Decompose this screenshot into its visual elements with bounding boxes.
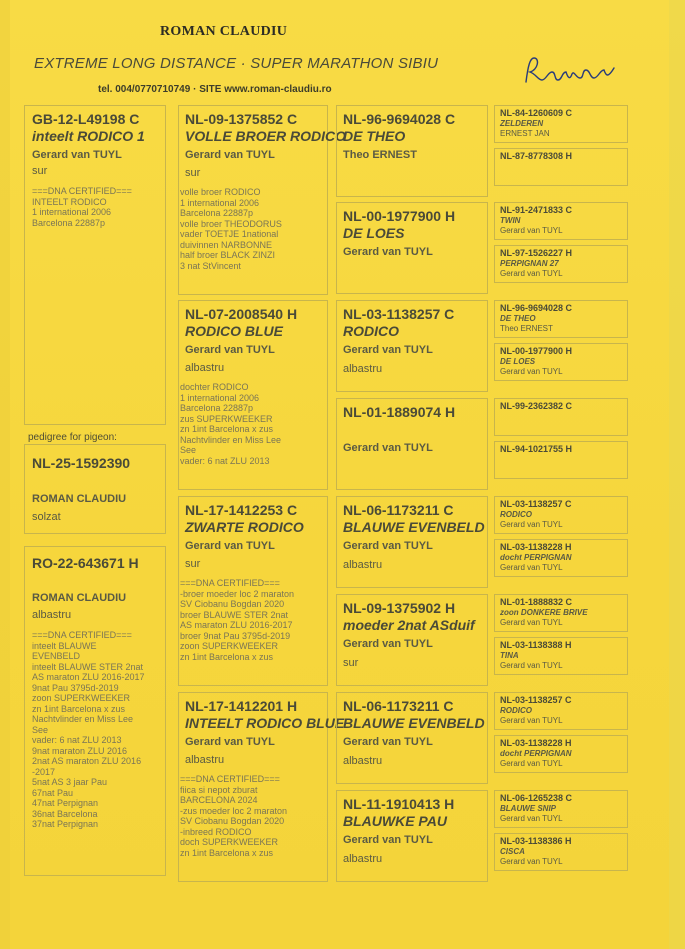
grandparent-owner: Gerard van TUYL [185,344,275,356]
great-grandparent-color: albastru [343,559,383,571]
grandparent-owner: Gerard van TUYL [185,736,275,748]
gg-grandparent-owner: ERNEST JAN [500,129,550,138]
gg-grandparent-name: RODICO [500,706,532,715]
great-grandparent-owner: Gerard van TUYL [343,638,433,650]
gg-grandparent-id: NL-96-9694028 C [500,303,573,313]
great-grandparent-name: BLAUWKE PAU [343,813,447,829]
signature-image [520,52,620,88]
grandparent-owner: Gerard van TUYL [185,149,275,161]
great-grandparent-owner: Gerard van TUYL [343,834,433,846]
sire-name: inteelt RODICO 1 [32,128,145,144]
gg-grandparent-name: PERPIGNAN 27 [500,259,559,268]
paper-edge [669,0,685,949]
gg-grandparent-id: NL-03-1138386 H [500,836,572,846]
grandparent-id: NL-07-2008540 H [185,306,298,322]
great-grandparent-owner: Gerard van TUYL [343,540,433,552]
breeder-contact: tel. 004/0770710749 · SITE www.roman-claudiu.ro [98,84,332,95]
pigeon-id: NL-25-1592390 [32,455,131,471]
great-grandparent-id: NL-96-9694028 C [343,111,456,127]
great-grandparent-name: BLAUWE EVENBELD [343,519,485,535]
gg-grandparent-owner: Gerard van TUYL [500,857,563,866]
gg-grandparent-id: NL-97-1526227 H [500,248,573,258]
gg-grandparent-owner: Gerard van TUYL [500,269,563,278]
gg-grandparent-id: NL-03-1138228 H [500,542,572,552]
great-grandparent-name: moeder 2nat ASduif [343,617,475,633]
grandparent-color: sur [185,167,201,179]
gg-grandparent-name: CISCA [500,847,525,856]
breeder-subtitle: EXTREME LONG DISTANCE · SUPER MARATHON SIBIU [34,55,439,72]
great-grandparent-id: NL-01-1889074 H [343,404,456,420]
great-grandparent-owner: Gerard van TUYL [343,442,433,454]
great-grandparent-color: albastru [343,853,383,865]
great-grandparent-id: NL-00-1977900 H [343,208,456,224]
great-grandparent-id: NL-09-1375902 H [343,600,456,616]
great-grandparent-id: NL-11-1910413 H [343,796,455,812]
grandparent-notes: ===DNA CERTIFIED=== -broer moeder loc 2 maraton SV Ciobanu Bogdan 2020 broer BLAUWE STER 2nat AS maraton ZLU 2016-2017 broer 9nat Pau 3795d-2019 zoon SUPERKWEEKER zn 1int Barcelona x zus [180,578,295,662]
grandparent-color: albastru [185,754,225,766]
great-grandparent-name: BLAUWE EVENBELD [343,715,485,731]
gg-grandparent-owner: Gerard van TUYL [500,520,563,529]
gg-grandparent-owner: Gerard van TUYL [500,618,563,627]
gg-grandparent-name: ZELDEREN [500,119,544,128]
gg-grandparent-id: NL-03-1138388 H [500,640,572,650]
sire-owner: Gerard van TUYL [32,149,122,161]
gg-grandparent-id: NL-03-1138257 C [500,695,572,705]
grandparent-id: NL-17-1412201 H [185,698,298,714]
gg-grandparent-id: NL-01-1888832 C [500,597,573,607]
gg-grandparent-id: NL-84-1260609 C [500,108,573,118]
gg-grandparent-id: NL-03-1138257 C [500,499,572,509]
great-grandparent-id: NL-03-1138257 C [343,306,455,322]
gg-grandparent-name: zoon DONKERE BRIVE [500,608,588,617]
dam-owner: ROMAN CLAUDIU [32,592,127,604]
great-grandparent-color: albastru [343,755,383,767]
great-grandparent-color: albastru [343,363,383,375]
gg-grandparent-name: TWIN [500,216,521,225]
paper-edge [0,0,10,949]
gg-grandparent-id: NL-06-1265238 C [500,793,573,803]
gg-grandparent-name: DE THEO [500,314,536,323]
great-grandparent-owner: Theo ERNEST [343,149,417,161]
grandparent-name: ZWARTE RODICO [185,519,304,535]
great-grandparent-color: sur [343,657,359,669]
gg-grandparent-owner: Gerard van TUYL [500,563,563,572]
gg-grandparent-owner: Gerard van TUYL [500,226,563,235]
gg-grandparent-id: NL-03-1138228 H [500,738,572,748]
gg-grandparent-id: NL-00-1977900 H [500,346,573,356]
grandparent-owner: Gerard van TUYL [185,540,275,552]
dam-id: RO-22-643671 H [32,555,139,571]
pigeon-label: pedigree for pigeon: [28,432,117,443]
gg-grandparent-name: DE LOES [500,357,536,366]
gg-grandparent-id: NL-94-1021755 H [500,444,573,454]
gg-grandparent-owner: Gerard van TUYL [500,814,563,823]
dam-notes: ===DNA CERTIFIED=== inteelt BLAUWE EVENBELD inteelt BLAUWE STER 2nat AS maraton ZLU 2016-2017 9nat Pau 3795d-2019 zoon SUPERKWEEKER zn 1int Barcelona x zus Nachtvlinder en Miss Lee See vader: 6 nat ZLU 2013 9nat maraton ZLU 2016 2nat AS maraton ZLU 2016 -2017 5nat AS 3 jaar Pau 67nat Pau 47nat Perpignan 36nat Barcelona 37nat Perpignan [32,630,145,829]
great-grandparent-name: DE THEO [343,128,406,144]
grandparent-color: sur [185,558,201,570]
gg-grandparent-name: docht PERPIGNAN [500,749,572,758]
great-grandparent-name: DE LOES [343,225,405,241]
sire-notes: ===DNA CERTIFIED=== INTEELT RODICO 1 international 2006 Barcelona 22887p [32,186,132,228]
grandparent-name: INTEELT RODICO BLUE [185,715,345,731]
great-grandparent-id: NL-06-1173211 C [343,502,454,518]
pigeon-color: solzat [32,511,61,523]
grandparent-color: albastru [185,362,225,374]
gg-grandparent-name: RODICO [500,510,532,519]
grandparent-name: VOLLE BROER RODICO [185,128,347,144]
grandparent-id: NL-09-1375852 C [185,111,298,127]
great-grandparent-owner: Gerard van TUYL [343,736,433,748]
gg-grandparent-id: NL-91-2471833 C [500,205,573,215]
gg-grandparent-name: docht PERPIGNAN [500,553,572,562]
grandparent-notes: volle broer RODICO 1 international 2006 Barcelona 22887p volle broer THEODORUS vader TOETJE 1national duivinnen NARBONNE half broer BLACK ZINZI 3 nat StVincent [180,187,282,271]
gg-grandparent-owner: Gerard van TUYL [500,716,563,725]
gg-grandparent-name: TINA [500,651,519,660]
sire-id: GB-12-L49198 C [32,111,140,127]
pigeon-owner: ROMAN CLAUDIU [32,493,127,505]
gg-grandparent-owner: Gerard van TUYL [500,661,563,670]
breeder-name: ROMAN CLAUDIU [160,24,288,39]
gg-grandparent-owner: Gerard van TUYL [500,759,563,768]
great-grandparent-name: RODICO [343,323,399,339]
gg-grandparent-owner: Theo ERNEST [500,324,553,333]
grandparent-notes: ===DNA CERTIFIED=== fiica si nepot zburat BARCELONA 2024 -zus moeder loc 2 maraton SV Ciobanu Bogdan 2020 -inbreed RODICO doch SUPERKWEEKER zn 1int Barcelona x zus [180,774,288,858]
great-grandparent-owner: Gerard van TUYL [343,344,433,356]
great-grandparent-id: NL-06-1173211 C [343,698,454,714]
gg-grandparent-id: NL-99-2362382 C [500,401,573,411]
grandparent-id: NL-17-1412253 C [185,502,298,518]
gg-grandparent-id: NL-87-8778308 H [500,151,573,161]
grandparent-name: RODICO BLUE [185,323,283,339]
sire-color: sur [32,165,48,177]
great-grandparent-owner: Gerard van TUYL [343,246,433,258]
gg-grandparent-owner: Gerard van TUYL [500,367,563,376]
dam-color: albastru [32,609,72,621]
gg-grandparent-name: BLAUWE SNIP [500,804,556,813]
grandparent-notes: dochter RODICO 1 international 2006 Barcelona 22887p zus SUPERKWEEKER zn 1int Barcelona x zus Nachtvlinder en Miss Lee See vader: 6 nat ZLU 2013 [180,382,282,466]
